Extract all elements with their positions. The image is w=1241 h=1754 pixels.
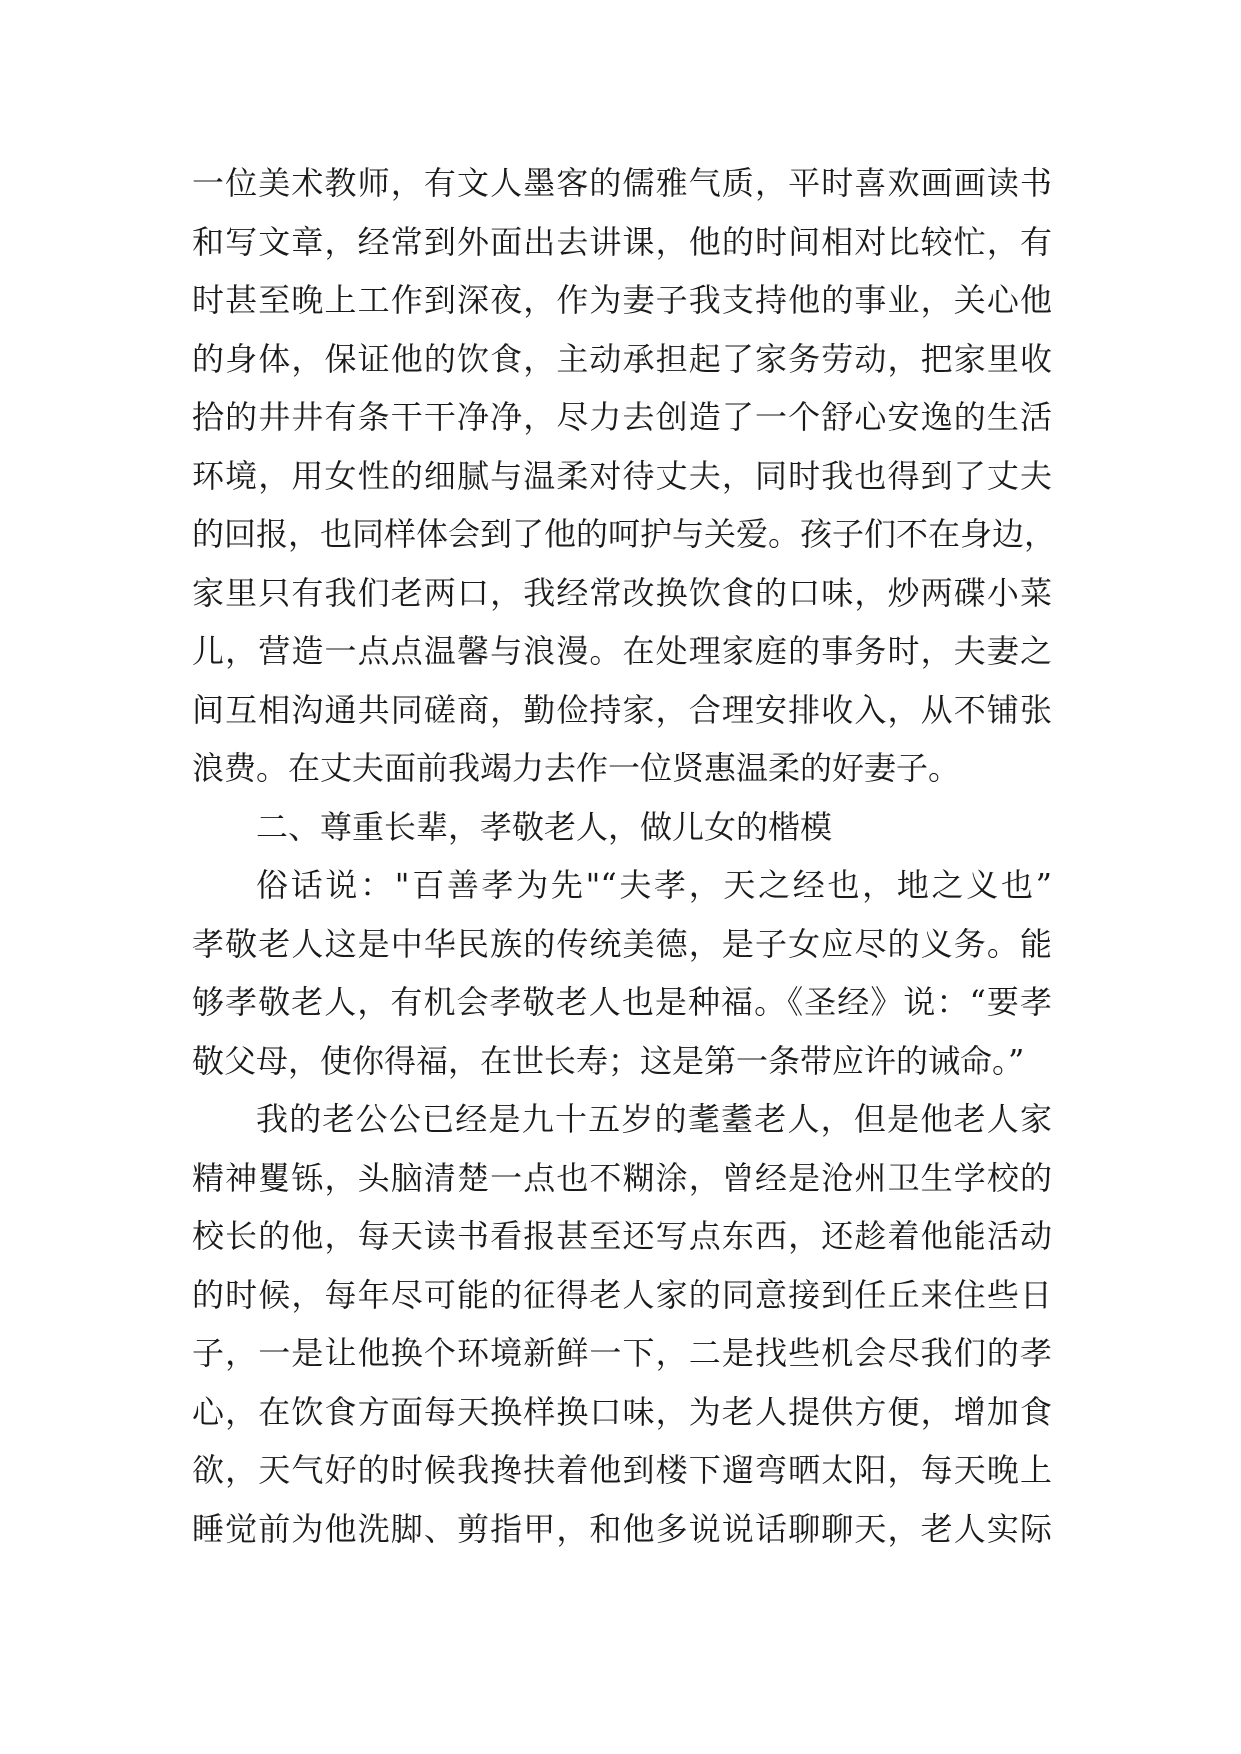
text-line: 浪费。在丈夫面前我竭力去作一位贤惠温柔的好妻子。: [192, 749, 961, 787]
text-line: 够孝敬老人，有机会孝敬老人也是种福。《圣经》说：“要孝: [192, 983, 1052, 1021]
text-line: 和写文章，经常到外面出去讲课，他的时间相对比较忙，有: [192, 222, 1052, 261]
text-line: 我的老公公已经是九十五岁的耄耋老人，但是他老人家: [256, 1100, 1052, 1138]
text-line: 心，在饮食方面每天换样换口味，为老人提供方便，增加食: [192, 1392, 1052, 1431]
text-line: 的时候，每年尽可能的征得老人家的同意接到任丘来住些日: [192, 1275, 1052, 1314]
text-line: 子，一是让他换个环境新鲜一下，二是找些机会尽我们的孝: [192, 1334, 1052, 1372]
text-line: 环境，用女性的细腻与温柔对待丈夫，同时我也得到了丈夫: [192, 456, 1052, 495]
text-line: 精神矍铄，头脑清楚一点也不糊涂，曾经是沧州卫生学校的: [192, 1158, 1052, 1197]
text-line: 敬父母，使你得福，在世长寿；这是第一条带应许的诫命。”: [192, 1041, 1025, 1080]
text-line: 儿，营造一点点温馨与浪漫。在处理家庭的事务时，夫妻之: [192, 632, 1052, 670]
text-line: 拾的井井有条干干净净，尽力去创造了一个舒心安逸的生活: [192, 398, 1052, 436]
text-line: 间互相沟通共同磋商，勤俭持家，合理安排收入，从不铺张: [192, 690, 1052, 729]
text-line: 俗话说："百善孝为先"“夫孝，天之经也，地之义也”: [256, 866, 1052, 904]
text-line: 家里只有我们老两口，我经常改换饮食的口味，炒两碟小菜: [192, 573, 1052, 612]
text-line: 二、尊重长辈，孝敬老人，做儿女的楷模: [256, 807, 833, 846]
text-line: 校长的他，每天读书看报甚至还写点东西，还趁着他能活动: [192, 1217, 1052, 1255]
text-line: 的身体，保证他的饮食，主动承担起了家务劳动，把家里收: [192, 339, 1052, 378]
text-line: 一位美术教师，有文人墨客的儒雅气质，平时喜欢画画读书: [192, 164, 1052, 202]
text-line: 的回报，也同样体会到了他的呵护与关爱。孩子们不在身边，: [192, 515, 1057, 553]
text-line: 时甚至晚上工作到深夜，作为妻子我支持他的事业，关心他: [192, 281, 1052, 319]
body-text: [192, 154, 1057, 1558]
text-line: 睡觉前为他洗脚、剪指甲，和他多说说话聊聊天，老人实际: [192, 1509, 1052, 1548]
text-line: 孝敬老人这是中华民族的传统美德，是子女应尽的义务。能: [192, 924, 1052, 963]
text-line: 欲，天气好的时候我搀扶着他到楼下遛弯晒太阳，每天晚上: [192, 1451, 1052, 1489]
